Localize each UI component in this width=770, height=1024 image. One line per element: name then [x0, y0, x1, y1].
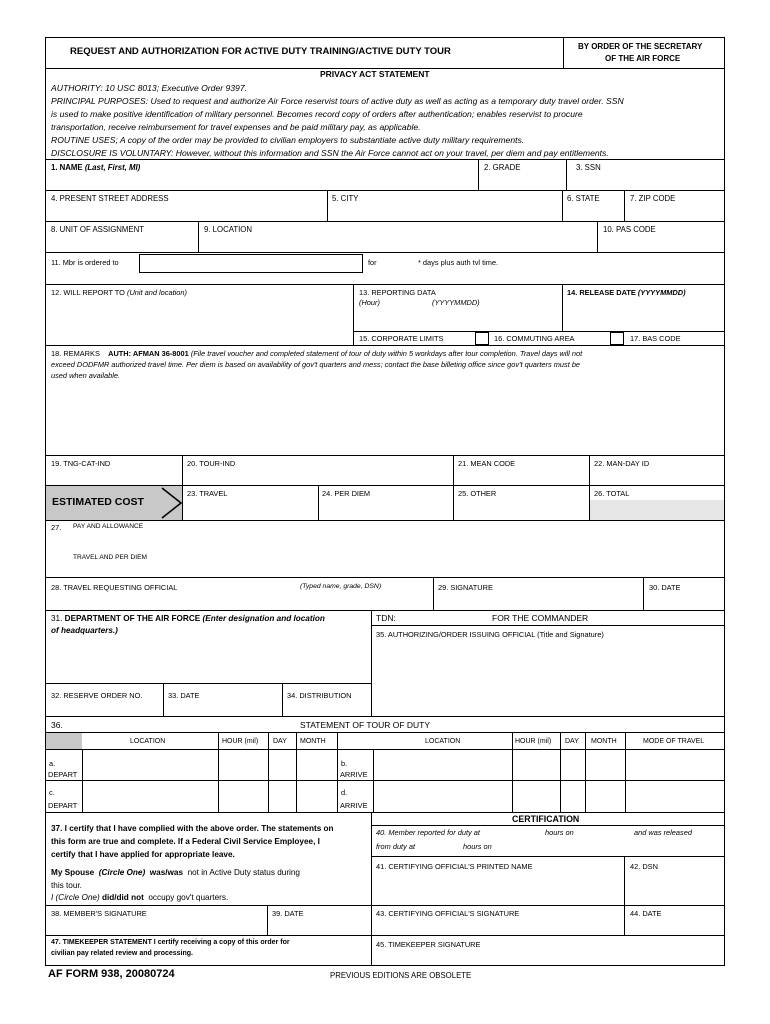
reporting-date-hint: (YYYYMMDD)	[432, 298, 480, 307]
statement-of-tour-title: STATEMENT OF TOUR OF DUTY	[300, 720, 431, 730]
city-label[interactable]: 5. CITY	[332, 194, 359, 203]
quarters-line: I (Circle One) did/did not occupy gov't quarters.	[51, 893, 229, 902]
privacy-line: AUTHORITY: 10 USC 8013; Executive Order 9397.	[51, 83, 247, 93]
form-title: REQUEST AND AUTHORIZATION FOR ACTIVE DUTY TRAINING/ACTIVE DUTY TOUR	[70, 46, 451, 57]
ordered-to-input[interactable]	[139, 254, 363, 273]
row-c-label: c.	[49, 788, 55, 797]
row-a-label: a.	[49, 759, 56, 768]
spouse-line-1: My Spouse (Circle One) was/was not in Active Duty status during	[51, 868, 300, 877]
item-27-label: 27.	[51, 523, 62, 532]
tdn-label[interactable]: TDN:	[376, 613, 396, 623]
row-b-label: b.	[341, 759, 348, 768]
total-cost-shading	[590, 500, 724, 520]
travel-requesting-official-label[interactable]: 28. TRAVEL REQUESTING OFFICIAL	[51, 583, 178, 592]
certify-line-1: 37. I certify that I have complied with the above order. The statements on	[51, 824, 334, 833]
for-the-commander-label: FOR THE COMMANDER	[492, 613, 589, 623]
col-hour-right: HOUR (mil)	[515, 738, 552, 745]
travel-and-per-diem-label[interactable]: TRAVEL AND PER DIEM	[73, 554, 148, 561]
authorizing-official-label[interactable]: 35. AUTHORIZING/ORDER ISSUING OFFICIAL (Title and Signature)	[376, 630, 604, 639]
corporate-limits-label: 15. CORPORATE LIMITS	[359, 334, 444, 343]
did-did-not-option[interactable]: did/did not	[101, 893, 144, 902]
certification-title: CERTIFICATION	[512, 814, 580, 824]
member-reported-hours: hours on	[545, 828, 574, 837]
unit-of-assignment-label[interactable]: 8. UNIT OF ASSIGNMENT	[51, 225, 144, 234]
privacy-line: transportation, receive reimbursement for travel expenses and be paid military pay, as applicable.	[51, 121, 421, 132]
other-cost-label[interactable]: 25. OTHER	[458, 489, 497, 498]
remarks-text-line-2: exceed DODFMR authorized travel time. Per diem is based on availability of gov't quarters and mess; contact the base billeting office since gov't quarters must be	[51, 360, 581, 369]
row-b-arrive-label: ARRIVE	[340, 770, 368, 779]
travel-cost-label[interactable]: 23. TRAVEL	[187, 489, 228, 498]
corporate-limits-checkbox[interactable]	[475, 332, 489, 345]
reporting-hour-hint: (Hour)	[359, 298, 380, 307]
by-order-line-1: BY ORDER OF THE SECRETARY	[578, 42, 703, 51]
will-report-to-label[interactable]: 12. WILL REPORT TO (Unit and location)	[51, 288, 187, 297]
grade-label[interactable]: 2. GRADE	[484, 163, 521, 172]
col-location-right: LOCATION	[425, 738, 461, 745]
privacy-line: is used to make positive identification of military personnel. Becomes record copy of orders after authentication; enables reservist to procure	[51, 108, 583, 119]
col-day-left: DAY	[273, 738, 287, 745]
col-month-left: MONTH	[300, 738, 326, 745]
commuting-area-checkbox[interactable]	[610, 332, 624, 345]
state-label[interactable]: 6. STATE	[567, 194, 600, 203]
privacy-statement	[51, 82, 624, 159]
total-cost-label[interactable]: 26. TOTAL	[594, 489, 630, 498]
privacy-line: PRINCIPAL PURPOSES: Used to request and authorize Air Force reservist tours of active duty as well as acting as a temporary duty travel order. SSN	[51, 95, 624, 106]
member-reported-text: 40. Member reported for duty at	[376, 828, 480, 837]
was-was-option[interactable]: was/was	[149, 868, 184, 877]
member-released-text: and was released	[634, 828, 692, 837]
dsn-label[interactable]: 42. DSN	[630, 862, 658, 871]
obsolete-notice: PREVIOUS EDITIONS ARE OBSOLETE	[330, 971, 472, 980]
location-label[interactable]: 9. LOCATION	[204, 225, 252, 234]
remarks-label[interactable]: 18. REMARKS AUTH: AFMAN 36-8001 (File travel voucher and completed statement of tour of duty within 5 workdays after tour completion. Travel days will not	[51, 349, 583, 358]
estimated-cost-label: ESTIMATED COST	[52, 496, 144, 508]
reserve-order-no-label[interactable]: 32. RESERVE ORDER NO.	[51, 691, 143, 700]
timekeeper-statement-line-2: civilian pay related review and processing.	[51, 950, 194, 957]
privacy-line: DISCLOSURE IS VOLUNTARY: However, without this information and SSN the Air Force cannot act on your travel, per diem and pay entitlements.	[51, 147, 609, 158]
privacy-line: ROUTINE USES; A copy of the order may be provided to civilian employers to substantiate active duty military requirements.	[51, 134, 525, 145]
tour-ind-label[interactable]: 20. TOUR-IND	[187, 459, 236, 468]
zip-code-label[interactable]: 7. ZIP CODE	[630, 194, 676, 203]
col-mode-of-travel: MODE OF TRAVEL	[643, 738, 705, 745]
reporting-data-label[interactable]: 13. REPORTING DATA	[359, 288, 436, 297]
certify-line-3: certify that I have applied for appropriate leave.	[51, 850, 235, 859]
member-signature-label[interactable]: 38. MEMBER'S SIGNATURE	[51, 909, 147, 918]
row-c-depart-label: DEPART	[48, 801, 78, 810]
pas-code-label[interactable]: 10. PAS CODE	[603, 225, 656, 234]
street-address-label[interactable]: 4. PRESENT STREET ADDRESS	[51, 194, 169, 203]
privacy-title: PRIVACY ACT STATEMENT	[320, 69, 430, 79]
ordered-to-label: 11. Mbr is ordered to	[51, 258, 119, 267]
item-36-label: 36.	[51, 720, 63, 730]
department-label[interactable]: 31. DEPARTMENT OF THE AIR FORCE (Enter designation and location	[51, 614, 325, 623]
spouse-line-2: this tour.	[51, 881, 82, 890]
days-label: * days plus auth tvl time.	[418, 258, 499, 267]
remarks-text-line-3: used when available.	[51, 371, 121, 380]
pay-and-allowance-label[interactable]: PAY AND ALLOWANCE	[73, 523, 144, 530]
from-duty-hours: hours on	[463, 842, 492, 851]
date-label-33[interactable]: 33. DATE	[168, 691, 200, 700]
timekeeper-statement-line-1: 47. TIMEKEEPER STATEMENT I certify receiving a copy of this order for	[51, 939, 290, 946]
name-label[interactable]: 1. NAME (Last, First, MI)	[51, 163, 141, 172]
row-d-arrive-label: ARRIVE	[340, 801, 368, 810]
per-diem-cost-label[interactable]: 24. PER DIEM	[322, 489, 371, 498]
form-id: AF FORM 938, 20080724	[48, 968, 175, 980]
col-location-left: LOCATION	[130, 738, 166, 745]
certifying-official-name-label[interactable]: 41. CERTIFYING OFFICIAL'S PRINTED NAME	[376, 862, 533, 871]
col-day-right: DAY	[565, 738, 579, 745]
ssn-label[interactable]: 3. SSN	[576, 163, 601, 172]
row-d-label: d.	[341, 788, 348, 797]
from-duty-text: from duty at	[376, 842, 416, 851]
distribution-label[interactable]: 34. DISTRIBUTION	[287, 691, 352, 700]
release-date-label[interactable]: 14. RELEASE DATE (YYYYMMDD)	[567, 288, 686, 297]
commuting-area-label: 16. COMMUTING AREA	[494, 334, 575, 343]
row-a-depart-label: DEPART	[48, 770, 78, 779]
estimated-cost-arrow-icon	[150, 486, 183, 520]
for-label: for	[368, 258, 377, 267]
statement-header-shading	[46, 733, 82, 749]
col-hour-left: HOUR (mil)	[222, 738, 259, 745]
mean-code-label[interactable]: 21. MEAN CODE	[458, 459, 516, 468]
timekeeper-signature-label[interactable]: 45. TIMEKEEPER SIGNATURE	[376, 940, 481, 949]
signature-label[interactable]: 29. SIGNATURE	[438, 583, 493, 592]
department-hint: of headquarters.)	[51, 626, 118, 635]
date-label-44[interactable]: 44. DATE	[630, 909, 662, 918]
man-day-id-label[interactable]: 22. MAN-DAY ID	[594, 459, 650, 468]
bas-code-label[interactable]: 17. BAS CODE	[630, 334, 681, 343]
by-order-line-2: OF THE AIR FORCE	[605, 54, 681, 63]
certify-line-2: this form are true and complete. If a Federal Civil Service Employee, I	[51, 837, 320, 846]
date-label-39[interactable]: 39. DATE	[272, 909, 304, 918]
certifying-official-signature-label[interactable]: 43. CERTIFYING OFFICIAL'S SIGNATURE	[376, 909, 520, 918]
col-month-right: MONTH	[591, 738, 617, 745]
date-label-30[interactable]: 30. DATE	[649, 583, 681, 592]
tng-cat-ind-label[interactable]: 19. TNG-CAT-IND	[51, 459, 111, 468]
travel-requesting-official-hint: (Typed name, grade, DSN)	[300, 583, 382, 590]
